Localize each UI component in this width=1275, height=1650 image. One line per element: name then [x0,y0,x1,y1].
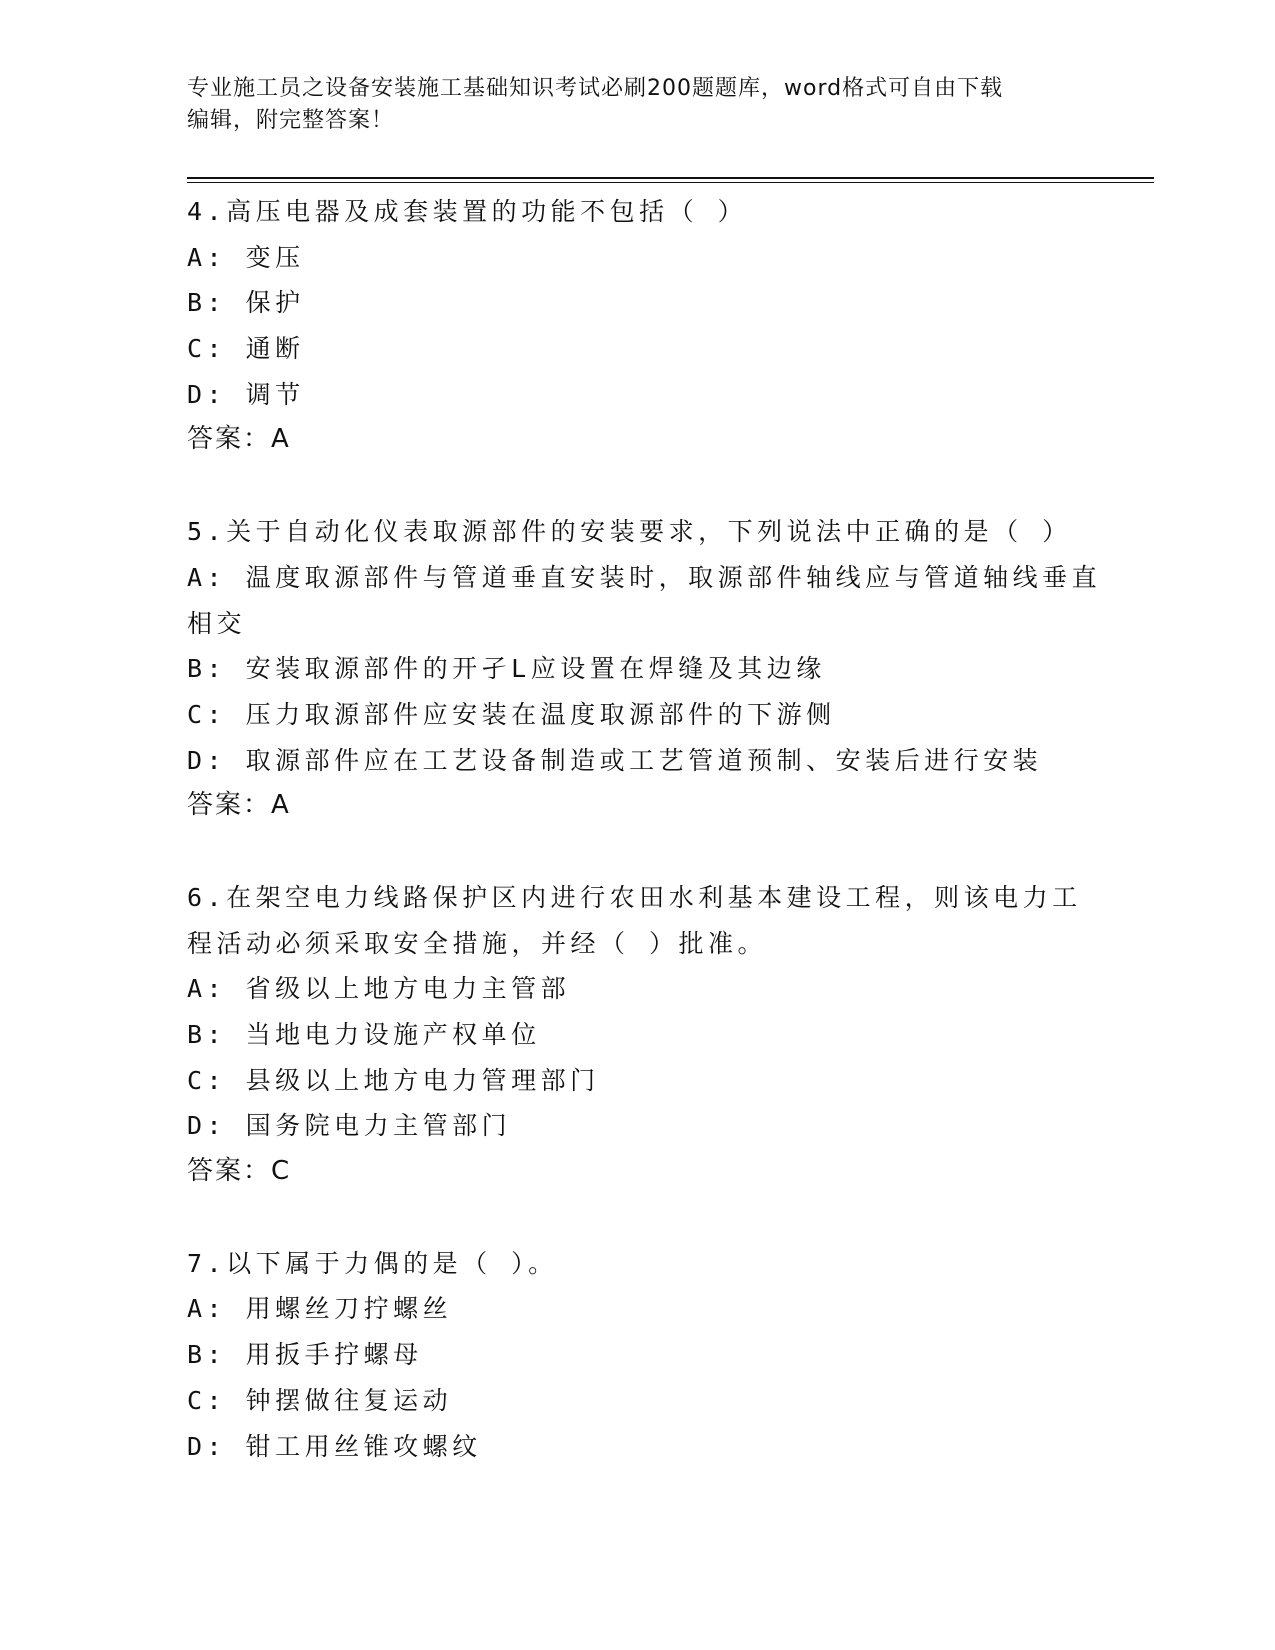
answer-option: D: 调节 [187,379,305,409]
question-block [187,189,1087,463]
answer-option: B: 当地电力设施产权单位 [187,1020,541,1049]
answer-option: D: 取源部件应在工艺设备制造或工艺管道预制、安装后进行安装 [187,745,1043,775]
answer-option: A: 用螺丝刀拧螺丝 [187,1294,453,1324]
answer-option: D: 国务院电力主管部门 [187,1111,512,1141]
answer-option: C: 通断 [187,334,305,364]
header-title-line-1: 专业施工员之设备安装施工基础知识考试必刷200题题库，word格式可自由下载 [187,76,1004,101]
question-stem: 6.在架空电力线路保护区内进行农田水利基本建设工程，则该电力工 [187,882,1082,912]
header-title-line-2: 编辑，附完整答案！ [187,108,395,133]
correct-answer: 答案：A [187,790,291,821]
question-block [187,1241,1087,1469]
question-stem: 5.关于自动化仪表取源部件的安装要求，下列说法中正确的是（ ） [187,517,1072,547]
answer-option: A: 变压 [187,242,305,272]
question-stem: 4.高压电器及成套装置的功能不包括（ ） [187,197,748,226]
document-header [187,73,1067,137]
question-stem: 程活动必须采取安全措施，并经（ ）批准。 [187,928,768,958]
question-stem: 7.以下属于力偶的是（ ）。 [187,1248,558,1278]
answer-option: C: 压力取源部件应安装在温度取源部件的下游侧 [187,699,836,729]
question-list [187,189,1102,1515]
correct-answer: 答案：A [187,424,291,455]
answer-option: D: 钳工用丝锥攻螺纹 [187,1431,482,1461]
answer-option: B: 用扳手拧螺母 [187,1340,423,1370]
question-block [187,875,1087,1195]
answer-option: A: 温度取源部件与管道垂直安装时，取源部件轴线应与管道轴线垂直 [187,562,1102,592]
answer-option: A: 省级以上地方电力主管部 [187,974,571,1004]
question-block [187,509,1102,829]
header-divider-thin [187,182,1154,183]
answer-option: B: 安装取源部件的开孑L应设置在焊缝及其边缘 [187,654,826,684]
answer-option: B: 保护 [187,288,305,318]
correct-answer: 答案：C [187,1156,292,1187]
answer-option: C: 县级以上地方电力管理部门 [187,1065,600,1095]
answer-option: 相交 [187,608,247,638]
header-divider [187,177,1154,179]
answer-option: C: 钟摆做往复运动 [187,1385,453,1415]
